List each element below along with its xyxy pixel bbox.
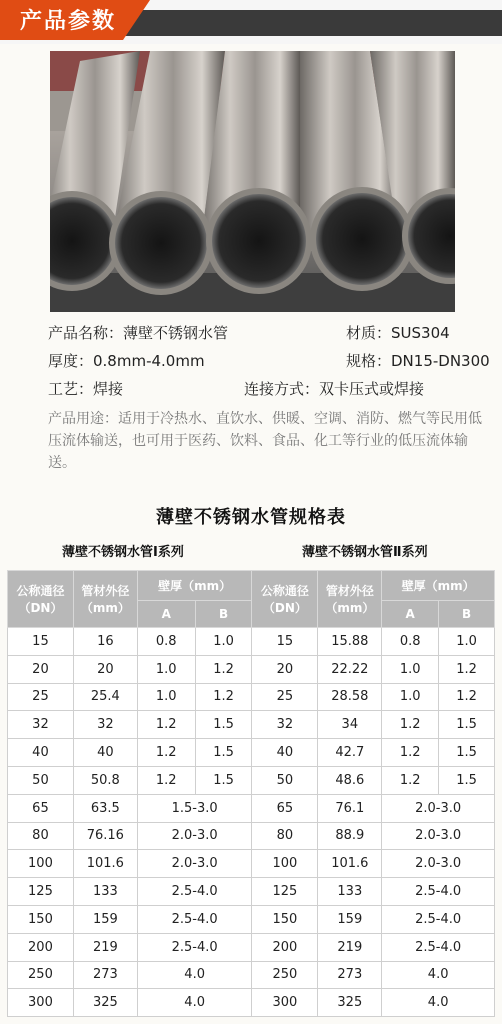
header-od-1: 管材外径（mm） — [73, 571, 137, 628]
cell-b1: 1.2 — [195, 655, 252, 683]
table-row — [8, 961, 495, 989]
cell-dn2: 300 — [252, 989, 318, 1017]
header-b-2: B — [439, 601, 495, 628]
table-row — [8, 683, 495, 711]
table-row — [8, 739, 495, 767]
cell-od2: 219 — [318, 933, 382, 961]
section-header — [0, 0, 502, 44]
product-connection: 连接方式：双卡压式或焊接 — [244, 380, 425, 398]
cell-dn1: 100 — [8, 850, 74, 878]
series-1-title: 薄壁不锈钢水管Ⅰ系列 — [62, 545, 184, 560]
table-row — [8, 711, 495, 739]
cell-wall2: 2.5-4.0 — [382, 905, 495, 933]
header-bar — [96, 10, 502, 36]
cell-dn2: 150 — [252, 905, 318, 933]
table-row — [8, 905, 495, 933]
cell-od1: 32 — [73, 711, 137, 739]
cell-od1: 133 — [73, 878, 137, 906]
table-row — [8, 655, 495, 683]
cell-wall2: 4.0 — [382, 961, 495, 989]
header-wall-1: 壁厚（mm） — [137, 571, 252, 601]
cell-wall1: 1.5-3.0 — [137, 794, 252, 822]
cell-wall2: 2.5-4.0 — [382, 878, 495, 906]
cell-od2: 101.6 — [318, 850, 382, 878]
cell-wall1: 2.0-3.0 — [137, 822, 252, 850]
cell-a2: 1.2 — [382, 739, 439, 767]
cell-dn2: 15 — [252, 628, 318, 656]
cell-wall1: 2.5-4.0 — [137, 878, 252, 906]
cell-od2: 159 — [318, 905, 382, 933]
cell-wall1: 2.5-4.0 — [137, 933, 252, 961]
cell-dn2: 100 — [252, 850, 318, 878]
cell-od2: 48.6 — [318, 766, 382, 794]
cell-od2: 28.58 — [318, 683, 382, 711]
cell-a1: 0.8 — [137, 628, 195, 656]
cell-a2: 1.0 — [382, 683, 439, 711]
cell-od2: 88.9 — [318, 822, 382, 850]
cell-wall1: 2.5-4.0 — [137, 905, 252, 933]
cell-a2: 1.0 — [382, 655, 439, 683]
header-dn-2: 公称通径（DN） — [252, 571, 318, 628]
cell-dn1: 32 — [8, 711, 74, 739]
header-wall-2: 壁厚（mm） — [382, 571, 495, 601]
cell-wall2: 4.0 — [382, 989, 495, 1017]
table-row — [8, 933, 495, 961]
cell-od1: 25.4 — [73, 683, 137, 711]
cell-dn1: 40 — [8, 739, 74, 767]
table-row — [8, 989, 495, 1017]
cell-dn2: 250 — [252, 961, 318, 989]
cell-a1: 1.2 — [137, 739, 195, 767]
cell-dn1: 250 — [8, 961, 74, 989]
cell-dn1: 15 — [8, 628, 74, 656]
cell-b2: 1.5 — [439, 739, 495, 767]
cell-dn2: 25 — [252, 683, 318, 711]
cell-wall1: 2.0-3.0 — [137, 850, 252, 878]
cell-od1: 16 — [73, 628, 137, 656]
cell-od1: 50.8 — [73, 766, 137, 794]
cell-a1: 1.0 — [137, 655, 195, 683]
product-spec: 规格：DN15-DN300 — [346, 352, 490, 370]
cell-b2: 1.0 — [439, 628, 495, 656]
cell-od2: 34 — [318, 711, 382, 739]
cell-dn2: 20 — [252, 655, 318, 683]
section-title: 产品参数 — [20, 9, 117, 34]
cell-od2: 273 — [318, 961, 382, 989]
cell-dn1: 25 — [8, 683, 74, 711]
header-dn-1: 公称通径（DN） — [8, 571, 74, 628]
cell-b1: 1.0 — [195, 628, 252, 656]
cell-wall2: 2.0-3.0 — [382, 794, 495, 822]
table-row — [8, 850, 495, 878]
product-name: 产品名称：薄壁不锈钢水管 — [48, 324, 229, 342]
spec-table — [7, 570, 495, 1017]
table-row — [8, 822, 495, 850]
cell-od1: 219 — [73, 933, 137, 961]
cell-wall2: 2.5-4.0 — [382, 933, 495, 961]
product-process: 工艺：焊接 — [48, 380, 124, 398]
series-2-title: 薄壁不锈钢水管Ⅱ系列 — [302, 545, 428, 560]
cell-od1: 325 — [73, 989, 137, 1017]
cell-wall2: 2.0-3.0 — [382, 822, 495, 850]
cell-dn1: 300 — [8, 989, 74, 1017]
cell-dn2: 40 — [252, 739, 318, 767]
cell-b2: 1.2 — [439, 655, 495, 683]
product-thickness: 厚度：0.8mm-4.0mm — [48, 352, 205, 370]
cell-dn1: 20 — [8, 655, 74, 683]
cell-a1: 1.2 — [137, 711, 195, 739]
cell-a2: 0.8 — [382, 628, 439, 656]
product-usage: 产品用途：适用于冷热水、直饮水、供暖、空调、消防、燃气等民用低压流体输送，也可用于医药、饮料、食品、化工等行业的低压流体输送。 — [48, 411, 482, 471]
product-photo — [50, 51, 455, 312]
cell-wall1: 4.0 — [137, 961, 252, 989]
header-b-1: B — [195, 601, 252, 628]
cell-od2: 133 — [318, 878, 382, 906]
cell-dn1: 80 — [8, 822, 74, 850]
cell-b1: 1.5 — [195, 739, 252, 767]
cell-b2: 1.5 — [439, 711, 495, 739]
cell-a2: 1.2 — [382, 711, 439, 739]
cell-od2: 76.1 — [318, 794, 382, 822]
cell-od2: 22.22 — [318, 655, 382, 683]
pipes-image — [50, 51, 455, 312]
cell-b1: 1.2 — [195, 683, 252, 711]
header-a-1: A — [137, 601, 195, 628]
cell-od1: 273 — [73, 961, 137, 989]
cell-od1: 63.5 — [73, 794, 137, 822]
cell-dn2: 65 — [252, 794, 318, 822]
cell-b1: 1.5 — [195, 711, 252, 739]
cell-dn2: 200 — [252, 933, 318, 961]
cell-od1: 40 — [73, 739, 137, 767]
cell-dn1: 50 — [8, 766, 74, 794]
cell-od2: 42.7 — [318, 739, 382, 767]
cell-od1: 20 — [73, 655, 137, 683]
cell-dn1: 200 — [8, 933, 74, 961]
cell-dn1: 65 — [8, 794, 74, 822]
cell-dn1: 150 — [8, 905, 74, 933]
cell-wall1: 4.0 — [137, 989, 252, 1017]
cell-od1: 101.6 — [73, 850, 137, 878]
cell-a1: 1.2 — [137, 766, 195, 794]
cell-dn1: 125 — [8, 878, 74, 906]
table-row — [8, 878, 495, 906]
cell-dn2: 80 — [252, 822, 318, 850]
cell-b2: 1.2 — [439, 683, 495, 711]
cell-a2: 1.2 — [382, 766, 439, 794]
cell-wall2: 2.0-3.0 — [382, 850, 495, 878]
cell-od2: 325 — [318, 989, 382, 1017]
header-od-2: 管材外径（mm） — [318, 571, 382, 628]
cell-a1: 1.0 — [137, 683, 195, 711]
cell-b2: 1.5 — [439, 766, 495, 794]
cell-od1: 76.16 — [73, 822, 137, 850]
cell-od1: 159 — [73, 905, 137, 933]
cell-b1: 1.5 — [195, 766, 252, 794]
cell-dn2: 125 — [252, 878, 318, 906]
cell-dn2: 50 — [252, 766, 318, 794]
table-row — [8, 766, 495, 794]
product-material: 材质：SUS304 — [346, 324, 450, 342]
header-a-2: A — [382, 601, 439, 628]
cell-od2: 15.88 — [318, 628, 382, 656]
table-row — [8, 628, 495, 656]
table-title: 薄壁不锈钢水管规格表 — [156, 507, 346, 528]
table-row — [8, 794, 495, 822]
cell-dn2: 32 — [252, 711, 318, 739]
